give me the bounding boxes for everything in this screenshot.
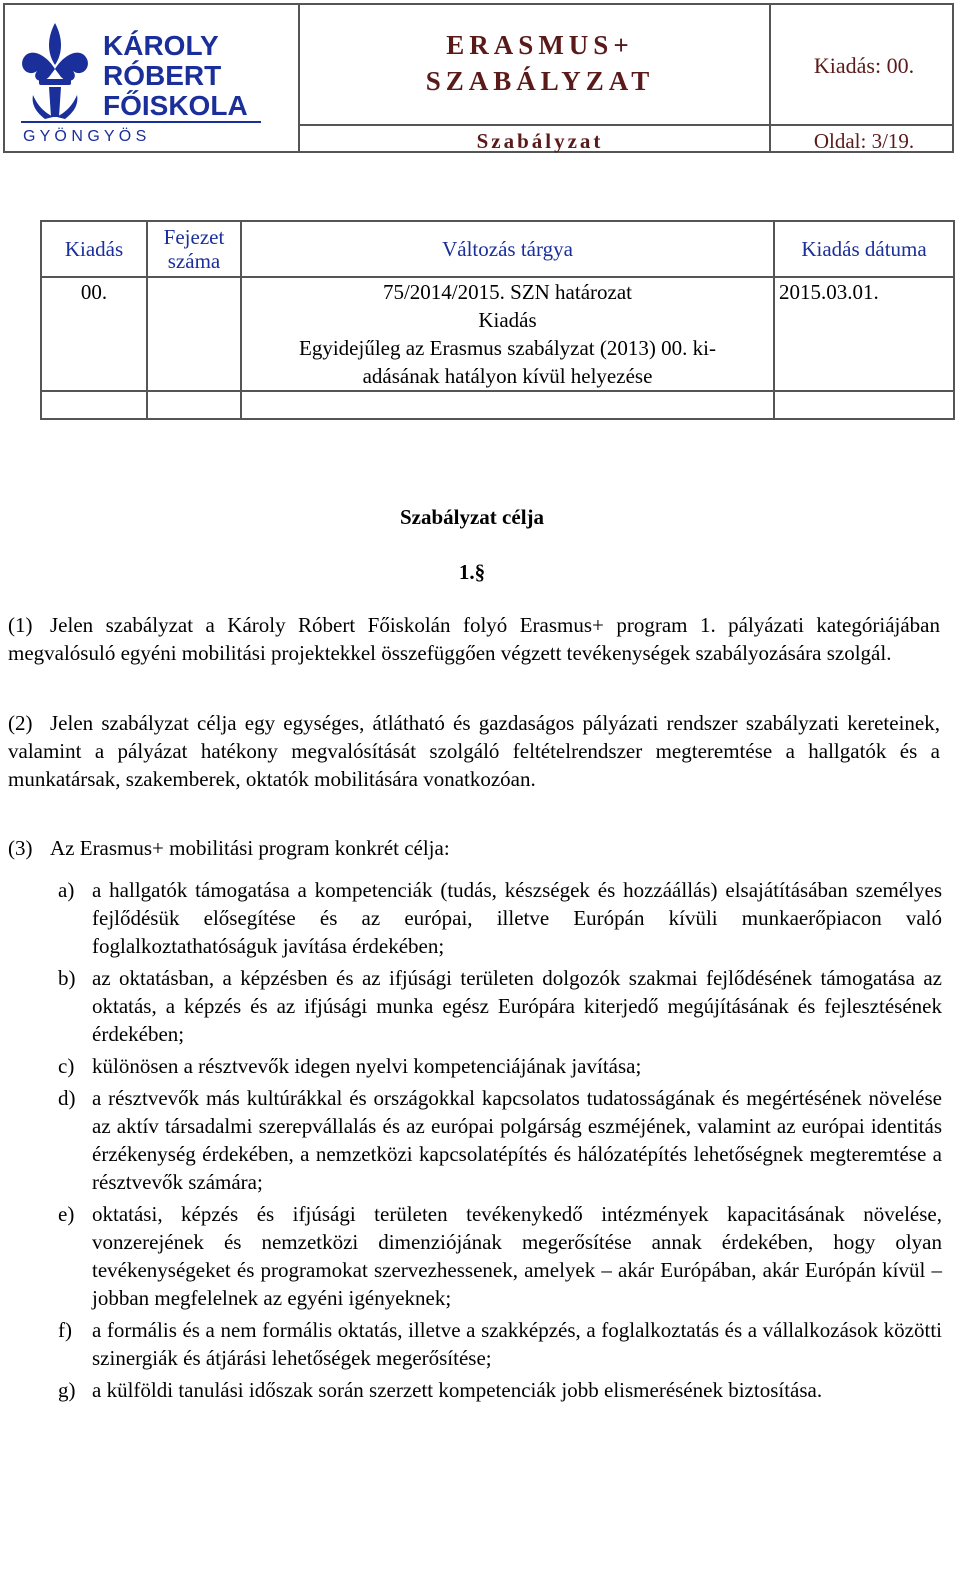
document-type: Szabályzat	[476, 129, 604, 153]
table-row	[41, 277, 954, 391]
list-item: a) a hallgatók támogatása a kompetenciák (tudás, készségek és hozzáállás) elsajátításában személyes fejlődésük elősegítése és az európai, illetve Európán kívüli munkaerőpiacon való foglalkoztathatóságuk javítása érdekében;	[58, 878, 942, 958]
title-line-1: ERASMUS+	[446, 30, 634, 60]
paragraph-2: (2) Jelen szabályzat célja egy egységes, átlátható és gazdaságos pályázati rendszer szabályzati kereteinek, valamint a pályázat hatékony megvalósítását szolgáló feltételrendszer megteremtése a hallgatók és a munkatársak, szakemberek, oktatók mobilitására vonatkozóan.	[8, 711, 940, 791]
paragraph-number: 1.§	[458, 560, 486, 584]
list-item: g) a külföldi tanulási időszak során szerzett kompetenciák jobb elismerésének biztosítása.	[58, 1378, 823, 1402]
list-item: d) a résztvevők más kultúrákkal és országokkal kapcsolatos tudatosságának és megértésének növelése az aktív társadalmi szerepvállalás és az európai polgárság eszméjének, valamint az európai identitás érzékenység érdekében, a nemzetközi kapcsolatépítés és hálózatépítés lehetőségnek megteremtése a résztvevők számára;	[58, 1086, 942, 1194]
table-header-row	[41, 221, 954, 277]
document-header	[3, 3, 954, 153]
svg-text:KÁROLY: KÁROLY	[103, 30, 219, 61]
list-item: e) oktatási, képzés és ifjúsági területen tevékenykedő intézmények kapacitásának növelése, vonzerejének és nemzetközi dimenziójának megerősítése annak érdekében, hogy olyan tevékenységeket és programokat szervezhessenek, amelyek – akár Európában, akár Európán kívül – jobban megfelelnek az egyéni igényeknek;	[58, 1202, 942, 1310]
svg-text:RÓBERT: RÓBERT	[103, 60, 222, 91]
list-item: b) az oktatásban, a képzésben és az ifjúsági területen dolgozók szakmai fejlődésének támogatása az oktatás, a képzés és az ifjúsági munka egész Európára kiterjedő megújításának és fejlesztésének érdekében;	[58, 966, 942, 1046]
section-title: Szabályzat célja	[399, 505, 545, 529]
chapter-cell	[147, 277, 241, 391]
page-number: Oldal: 3/19.	[813, 129, 915, 153]
edition-label: Kiadás: 00.	[813, 53, 915, 78]
paragraph-1: (1) Jelen szabályzat a Károly Róbert Főiskolán folyó Erasmus+ program 1. pályázati kategóriájában megvalósuló egyéni mobilitási projektekkel összefüggően végzett tevékenységek szabályozására szolgál.	[8, 613, 940, 665]
subject-cell: 75/2014/2015. SZN határozat Kiadás Egyidejűleg az Erasmus szabályzat (2013) 00. ki- adásának hatályon kívül helyezése	[241, 277, 774, 391]
title-line-2: SZABÁLYZAT	[425, 66, 655, 96]
header-divider	[298, 124, 952, 126]
svg-text:G Y Ö N G Y Ö S: G Y Ö N G Y Ö S	[23, 128, 147, 145]
revision-table	[40, 220, 955, 420]
column-header: Fejezet száma	[147, 221, 241, 277]
paragraph-3: (3) Az Erasmus+ mobilitási program konkrét célja:	[8, 836, 450, 860]
column-header: Kiadás	[41, 221, 147, 277]
college-logo	[15, 13, 295, 145]
goals-list	[58, 876, 942, 1408]
list-item: c) különösen a résztvevők idegen nyelvi kompetenciájának javítása;	[58, 1054, 642, 1078]
edition-cell: 00.	[41, 277, 147, 391]
list-item: f) a formális és a nem formális oktatás, illetve a szakképzés, a foglalkoztatás és a vállalkozások közötti szinergiák és átjárási lehetőségek megerősítése;	[58, 1318, 942, 1370]
header-divider	[298, 5, 300, 151]
fleur-de-lis-icon	[22, 23, 88, 119]
date-cell: 2015.03.01.	[774, 277, 954, 391]
document-title	[305, 27, 775, 99]
column-header: Kiadás dátuma	[774, 221, 954, 277]
column-header: Változás tárgya	[241, 221, 774, 277]
svg-text:FŐISKOLA: FŐISKOLA	[103, 90, 248, 121]
table-row	[41, 391, 954, 419]
